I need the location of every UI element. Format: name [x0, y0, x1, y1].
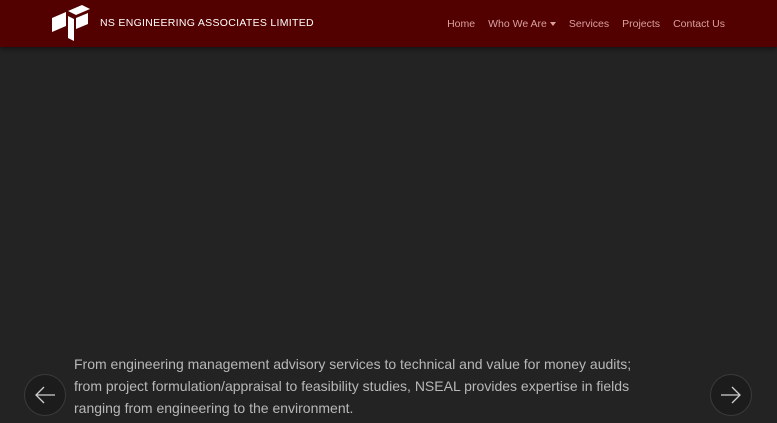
cube-logo-icon: [50, 4, 92, 42]
carousel-next-button[interactable]: [710, 374, 752, 416]
nav-home[interactable]: Home: [447, 17, 476, 30]
top-navbar: [0, 0, 777, 47]
main-nav: [447, 0, 725, 47]
nav-who-we-are-label: Who We Are: [488, 17, 547, 30]
nav-projects[interactable]: Projects: [622, 17, 661, 30]
arrow-left-icon: [34, 384, 56, 406]
nav-who-we-are[interactable]: [488, 18, 556, 30]
arrow-right-icon: [720, 384, 742, 406]
carousel-prev-button[interactable]: [24, 374, 66, 416]
carousel-caption: From engineering management advisory services to technical and value for money audits; from project formulation/appraisal to feasibility studies, NSEAL provides expertise in fields ranging from engineering to the environment.: [74, 356, 632, 416]
caret-down-icon: [550, 22, 556, 26]
brand-name: NS ENGINEERING ASSOCIATES LIMITED: [100, 17, 314, 29]
nav-services[interactable]: Services: [568, 17, 610, 30]
brand-link[interactable]: [50, 4, 314, 42]
nav-contact-us[interactable]: Contact Us: [673, 17, 725, 30]
